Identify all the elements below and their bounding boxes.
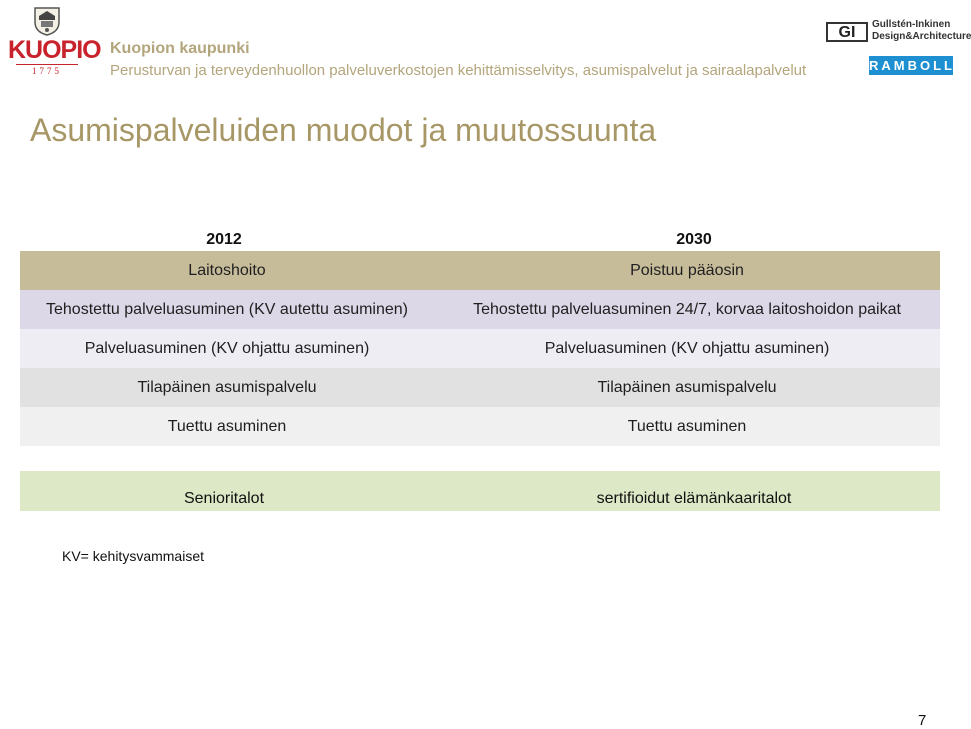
year-header-row: [20, 229, 940, 251]
senior-2012: Senioritalot: [183, 490, 265, 507]
gi-text: [872, 19, 971, 43]
table-row: [20, 329, 940, 368]
kuopio-logo-rule: [16, 64, 78, 65]
cell-2012: Tuettu asuminen: [167, 418, 287, 435]
year-2012-header: 2012: [206, 231, 242, 248]
kuopio-logo: [8, 6, 101, 82]
table-row: [20, 290, 940, 329]
table-row: [20, 407, 940, 446]
cell-2030: Poistuu pääosin: [630, 262, 744, 279]
cell-2030: Tehostettu palveluasuminen 24/7, korvaa laitoshoidon paikat: [473, 301, 901, 318]
footnote: KV= kehitysvammaiset: [62, 548, 204, 564]
slide-title: Asumispalveluiden muodot ja muutossuunta: [30, 112, 657, 148]
gi-mark: GI: [826, 22, 868, 42]
gi-name: Gullstén-Inkinen: [872, 19, 951, 30]
senior-2030: sertifioidut elämänkaaritalot: [596, 490, 792, 507]
comparison-table: [20, 229, 940, 446]
header-text: [110, 38, 806, 82]
org-name: Kuopion kaupunki: [110, 40, 250, 57]
cell-2012: Palveluasuminen (KV ohjattu asuminen): [84, 340, 370, 357]
ramboll-logo: RAMBOLL: [869, 58, 955, 73]
year-2030-header: 2030: [676, 231, 712, 248]
page-number: 7: [918, 712, 927, 729]
cell-2012: Laitoshoito: [188, 262, 266, 279]
project-name: Perusturvan ja terveydenhuollon palveluverkostojen kehittämisselvitys, asumispalvelut ja sairaalapalvelut: [110, 62, 807, 79]
kuopio-logo-text: KUOPIO: [8, 36, 101, 64]
table-row: [20, 251, 940, 290]
senior-housing-row: [20, 471, 940, 511]
kuopio-crest-icon: [33, 6, 61, 36]
kuopio-logo-year: 1775: [32, 66, 62, 76]
cell-2012: Tilapäinen asumispalvelu: [137, 379, 317, 396]
slide-header: [0, 0, 971, 90]
cell-2030: Tilapäinen asumispalvelu: [597, 379, 777, 396]
cell-2030: Palveluasuminen (KV ohjattu asuminen): [544, 340, 830, 357]
table-row: [20, 368, 940, 407]
cell-2012: Tehostettu palveluasuminen (KV autettu asuminen): [46, 301, 408, 318]
cell-2030: Tuettu asuminen: [627, 418, 747, 435]
gi-tagline: Design&Architecture: [872, 31, 971, 42]
